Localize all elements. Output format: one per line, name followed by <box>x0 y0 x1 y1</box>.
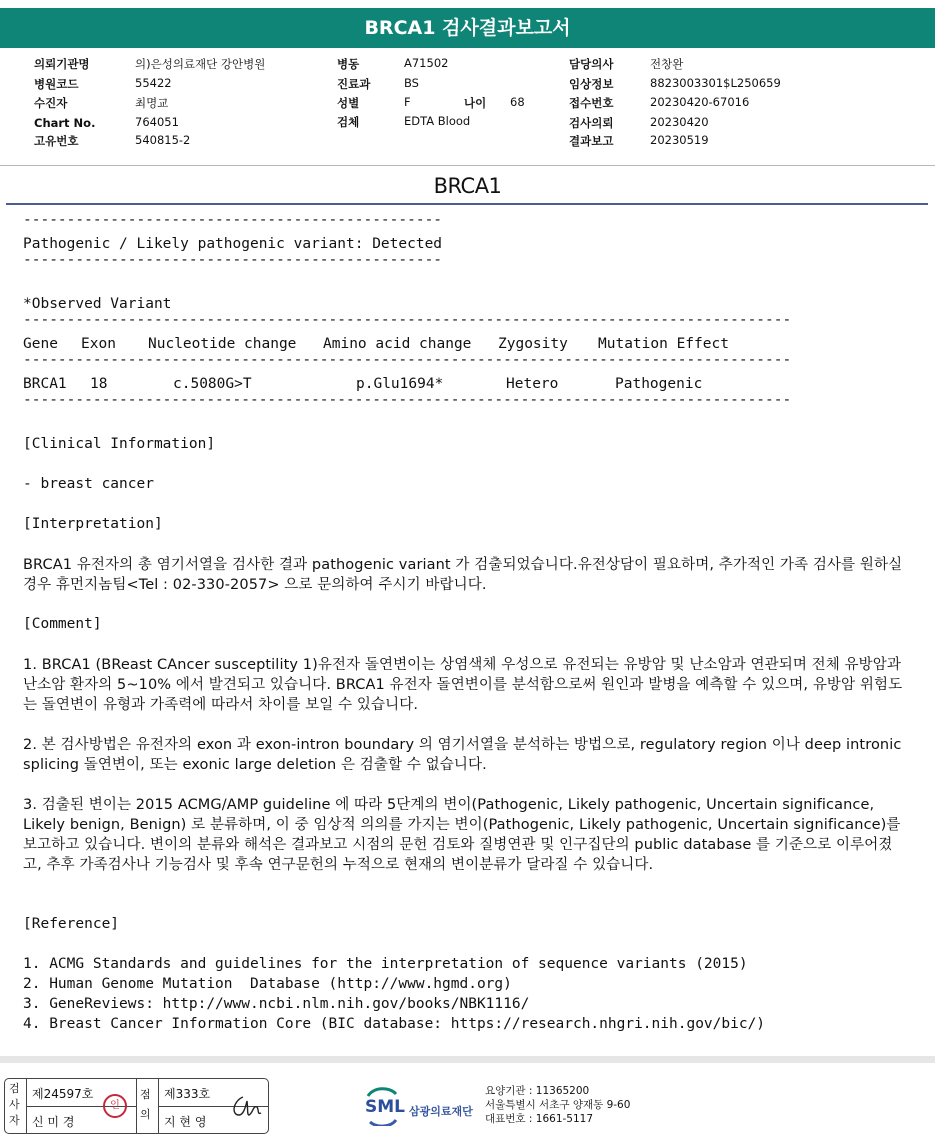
reference-item-2: 2. Human Genome Mutation Database (http://www.hgmd.org) <box>23 976 512 992</box>
reference-item-4: 4. Breast Cancer Information Core (BIC database: https://research.nhgri.nih.gov/bic/) <box>23 1016 766 1032</box>
examiner-label: 검사자 <box>9 1082 20 1127</box>
sml-logo-text: SML <box>365 1097 405 1117</box>
info-label-doctor: 담당의사 <box>569 57 614 71</box>
dash-separator: ------------------------------------------------ <box>23 252 443 268</box>
info-label-patient: 수진자 <box>34 96 68 110</box>
reviewer-signature <box>229 1093 265 1121</box>
cell-gene: BRCA1 <box>23 376 67 392</box>
info-value-sex: F <box>404 95 411 109</box>
examiner-license: 제24597호 <box>32 1087 94 1101</box>
info-label-age: 나이 <box>464 96 487 110</box>
info-label-request-date: 검사의뢰 <box>569 116 614 130</box>
dash-separator: ---------------------------------------------------------------------------------------- <box>23 392 792 408</box>
info-label-ward: 병동 <box>337 57 360 71</box>
info-value-department: BS <box>404 76 419 90</box>
comment-item-1: 1. BRCA1 (BReast CAncer susceptility 1)유전자 돌연변이는 상염색체 우성으로 유전되는 유방암 및 난소암과 연관되며 전체 유방암과 난소암 환자의 5~10% 에서 발견되고 있습니다. BRCA1 유전자 돌연변이를 분석함으로써 원인과 발병을 예측할 수 있으며, 유방암 위험도는 돌연변이 유형과 가족력에 따라서 차이를 보일 수 있습니다. <box>23 657 903 713</box>
info-label-hospital-code: 병원코드 <box>34 77 79 91</box>
interpretation-heading: [Interpretation] <box>23 516 163 532</box>
reference-heading: [Reference] <box>23 916 120 932</box>
info-label-institution: 의뢰기관명 <box>34 57 90 71</box>
table-header-nucleotide: Nucleotide change <box>148 336 297 352</box>
org-address: 서울특별시 서초구 양재동 9-60 <box>485 1099 631 1111</box>
variant-status: Pathogenic / Likely pathogenic variant: Detected <box>23 236 443 252</box>
reviewer-name: 지 현 영 <box>164 1115 207 1129</box>
cell-zygosity: Hetero <box>506 376 559 392</box>
info-value-patient: 최명교 <box>135 96 169 110</box>
clinical-heading: [Clinical Information] <box>23 436 216 452</box>
cell-effect: Pathogenic <box>615 376 703 392</box>
table-header-amino-acid: Amino acid change <box>323 336 472 352</box>
cell-nucleotide: c.5080G>T <box>173 376 252 392</box>
info-label-department: 진료과 <box>337 77 371 91</box>
info-value-receipt-no: 20230420-67016 <box>650 95 750 109</box>
sml-logo <box>362 1082 487 1126</box>
info-value-report-date: 20230519 <box>650 133 709 147</box>
info-value-clinical-info: 8823003301$L250659 <box>650 76 781 90</box>
comment-item-2: 2. 본 검사방법은 유전자의 exon 과 exon-intron boundary 의 염기서열을 분석하는 방법으로, regulatory region 이나 deep intronic splicing 돌연변이, 또는 exonic large deletion 은 검출할 수 없습니다. <box>23 737 902 773</box>
table-header-exon: Exon <box>81 336 116 352</box>
report-footer <box>0 1072 935 1142</box>
info-value-age: 68 <box>510 95 525 109</box>
dash-separator: ---------------------------------------------------------------------------------------- <box>23 312 792 328</box>
interpretation-text: BRCA1 유전자의 총 염기서열을 검사한 결과 pathogenic variant 가 검출되었습니다.유전상담이 필요하며, 추가적인 가족 검사를 원하실 경우 휴먼지놈팀<Tel : 02-330-2057> 으로 문의하여 주시기 바랍니다. <box>23 557 903 593</box>
info-value-specimen: EDTA Blood <box>404 114 471 128</box>
examiner-stamp: 인 <box>103 1094 127 1118</box>
info-label-clinical-info: 임상정보 <box>569 77 614 91</box>
info-label-unique-id: 고유번호 <box>34 134 79 148</box>
reviewer-license: 제333호 <box>164 1087 211 1101</box>
info-label-specimen: 검체 <box>337 115 360 129</box>
cell-exon: 18 <box>90 376 108 392</box>
info-value-institution: 의)은성의료재단 강안병원 <box>135 57 266 71</box>
result-panel <box>0 165 935 1063</box>
info-label-receipt-no: 접수번호 <box>569 96 614 110</box>
gene-title: BRCA1 <box>433 174 502 198</box>
table-header-effect: Mutation Effect <box>598 336 729 352</box>
comment-heading: [Comment] <box>23 616 102 632</box>
title-divider <box>6 203 928 205</box>
reference-item-1: 1. ACMG Standards and guidelines for the interpretation of sequence variants (2015) <box>23 956 748 972</box>
signature-box <box>4 1078 269 1134</box>
info-value-doctor: 전창완 <box>650 57 684 71</box>
info-value-unique-id: 540815-2 <box>135 133 191 147</box>
reference-item-3: 3. GeneReviews: http://www.ncbi.nlm.nih.gov/books/NBK1116/ <box>23 996 530 1012</box>
info-value-hospital-code: 55422 <box>135 76 172 90</box>
org-info <box>485 1084 630 1126</box>
org-code: 요양기관 : 11365200 <box>485 1085 590 1097</box>
table-header-gene: Gene <box>23 336 58 352</box>
report-info-grid <box>0 52 935 152</box>
cell-amino-acid: p.Glu1694* <box>356 376 444 392</box>
org-name: 삼광의료재단 <box>409 1105 473 1118</box>
info-value-ward: A71502 <box>404 56 449 70</box>
org-phone: 대표번호 : 1661-5117 <box>485 1113 594 1125</box>
examiner-name: 신 미 경 <box>32 1115 75 1129</box>
clinical-item: - breast cancer <box>23 476 154 492</box>
reviewer-label: 점의 <box>140 1088 151 1121</box>
observed-variant-heading: *Observed Variant <box>23 296 172 312</box>
info-label-chart-no: Chart No. <box>34 116 96 130</box>
comment-item-3: 3. 검출된 변이는 2015 ACMG/AMP guideline 에 따라 5단계의 변이(Pathogenic, Likely pathogenic, Uncertain significance, Likely benign, Benign) 로 분류하며, 이 중 임상적 의의를 가지는 변이(Pathogenic, Likely pathogenic, Uncertain significance)를 보고하고 있습니다. 변이의 분류와 해석은 결과보고 시점의 문헌 검토와 질병연관 및 인구집단의 public database 를 기준으로 이루어졌고, 추후 가족검사나 기능검사 및 후속 연구문헌의 누적으로 현재의 변이분류가 달라질 수 있습니다. <box>23 797 901 873</box>
info-value-chart-no: 764051 <box>135 115 179 129</box>
info-label-sex: 성별 <box>337 96 360 110</box>
dash-separator: ---------------------------------------------------------------------------------------- <box>23 352 792 368</box>
report-title: BRCA1 검사결과보고서 <box>0 8 935 48</box>
dash-separator: ------------------------------------------------ <box>23 212 443 228</box>
table-header-zygosity: Zygosity <box>498 336 568 352</box>
info-label-report-date: 결과보고 <box>569 134 614 148</box>
info-value-request-date: 20230420 <box>650 115 709 129</box>
